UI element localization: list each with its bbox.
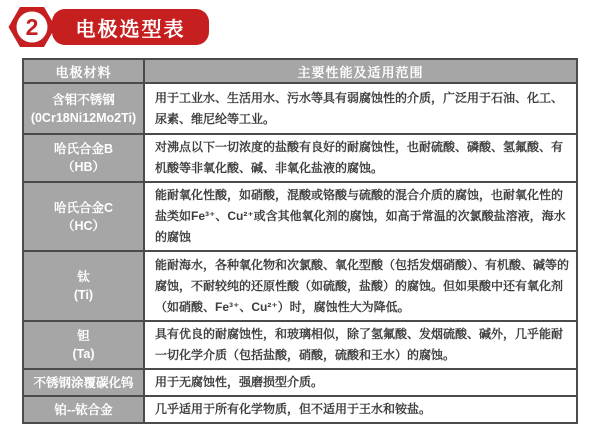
table-row: [23, 182, 577, 251]
table-row: [23, 396, 577, 423]
description-cell: 对沸点以下一切浓度的盐酸有良好的耐腐蚀性，也耐硫酸、磷酸、氢氟酸、有机酸等非氧化酸、碱、非氧化盐液的腐蚀。: [144, 134, 577, 182]
description-cell: 具有优良的耐腐蚀性，和玻璃相似，除了氢氟酸、发烟硫酸、碱外，几乎能耐一切化学介质（包括盐酸，硝酸，硫酸和王水）的腐蚀。: [144, 321, 577, 369]
material-code: (0Cr18Ni12Mo2Ti): [30, 110, 137, 125]
material-cell: [23, 83, 144, 134]
hexagon-badge-icon: [7, 4, 57, 50]
material-cell: [23, 369, 144, 396]
description-cell: 用于工业水、生活用水、污水等具有弱腐蚀性的介质，广泛用于石油、化工、尿素、维尼纶等工业。: [144, 83, 577, 134]
column-header-performance: 主要性能及适用范围: [144, 59, 577, 83]
description-cell: 用于无腐蚀性，强磨损型介质。: [144, 369, 577, 396]
electrode-selection-table-wrap: [22, 58, 578, 424]
material-name: 哈氏合金C: [53, 200, 114, 215]
description-cell: 能耐海水，各种氧化物和次氯酸、氧化型酸（包括发烟硝酸）、有机酸、碱等的腐蚀，不耐较纯的还原性酸（如硫酸，盐酸）的腐蚀。但如果酸中还有氧化剂（如硝酸、Fe³⁺、Cu²⁺）时，腐蚀性大为降低。: [144, 251, 577, 321]
material-cell: [23, 396, 144, 423]
material-name: 铂--铱合金: [54, 402, 113, 417]
material-code: (Ta): [72, 347, 95, 361]
material-cell: [23, 134, 144, 182]
material-name: 含钼不锈钢: [52, 92, 115, 107]
material-name: 哈氏合金B: [53, 142, 114, 156]
material-name: 不锈钢涂覆碳化钨: [33, 375, 134, 390]
material-code: （HC）: [61, 218, 106, 233]
column-header-material: 电极材料: [23, 59, 144, 83]
table-row: [23, 134, 577, 182]
table-row: [23, 83, 577, 134]
material-name: 钛: [77, 270, 90, 284]
section-title: 电极选型表: [75, 18, 186, 41]
description-cell: 能耐氧化性酸，如硝酸，混酸或铬酸与硫酸的混合介质的腐蚀，也耐氧化性的盐类如Fe³⁺、Cu²⁺或含其他氧化剂的腐蚀，如高于常温的次氯酸盐溶液，海水的腐蚀: [144, 182, 577, 251]
description-cell: 几乎适用于所有化学物质，但不适用于王水和铵盐。: [144, 396, 577, 423]
electrode-selection-table: [22, 58, 578, 424]
material-name: 钽: [77, 329, 90, 343]
section-badge: [7, 4, 57, 50]
material-code: (Ti): [73, 288, 94, 302]
table-row: [23, 369, 577, 396]
material-code: （HB）: [61, 160, 106, 174]
badge-number: 2: [25, 14, 39, 40]
material-cell: [23, 321, 144, 369]
table-row: [23, 321, 577, 369]
material-cell: [23, 251, 144, 321]
table-row: [23, 251, 577, 321]
material-cell: [23, 182, 144, 251]
section-title-pill: [52, 9, 209, 45]
table-header-row: [23, 59, 577, 83]
